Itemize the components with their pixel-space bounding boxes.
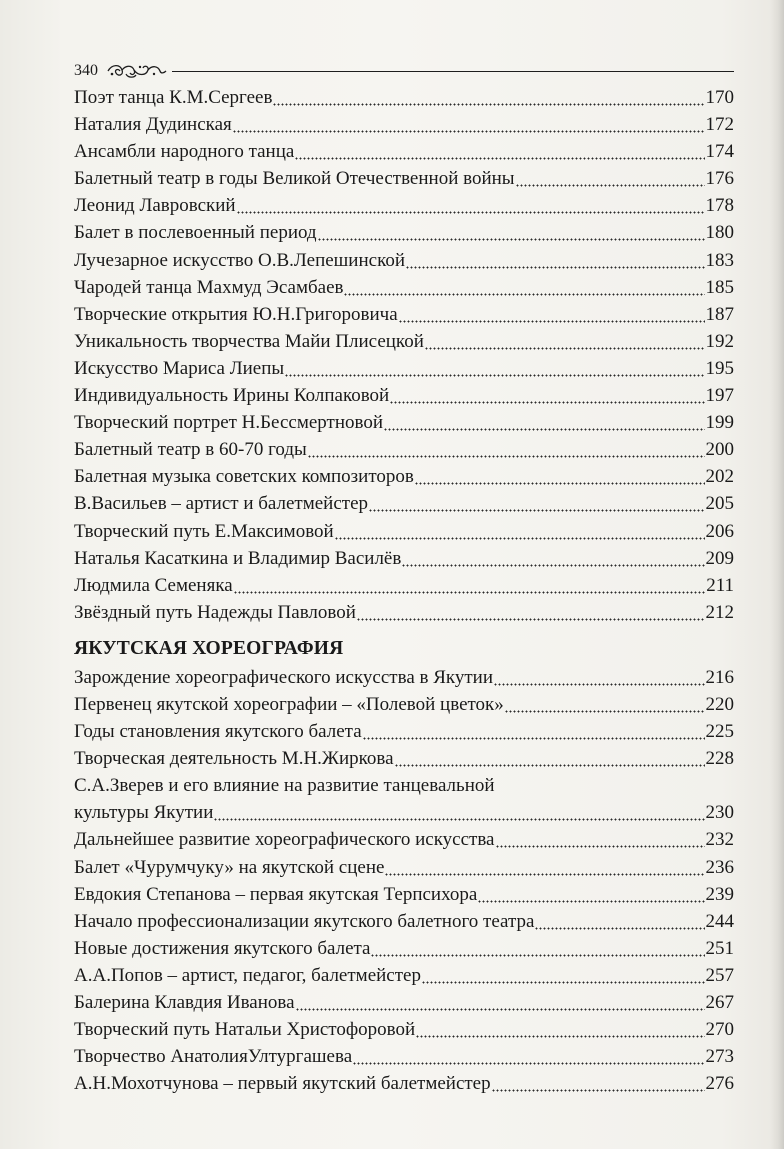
dot-leader: [402, 545, 704, 572]
dot-leader: [233, 111, 705, 138]
toc-entry-page: 276: [705, 1073, 734, 1095]
toc-entry-title: Творческие открытия Ю.Н.Григоровича: [74, 303, 398, 325]
dot-leader: [478, 881, 704, 908]
toc-entry-title: Искусство Мариса Лиепы: [74, 357, 285, 379]
toc-entry: [74, 745, 734, 772]
toc-entry-title: Годы становления якутского балета: [74, 721, 362, 743]
toc-entry-title: Леонид Лавровский: [74, 195, 236, 217]
toc-entry-page: 270: [705, 1019, 734, 1041]
toc-entry-page: 187: [705, 303, 734, 325]
dot-leader: [535, 908, 704, 935]
toc-entry-page: 170: [705, 87, 734, 108]
dot-leader: [369, 490, 704, 517]
toc-entry-title: В.Васильев – артист и балетмейстер: [74, 493, 369, 515]
toc-entry-page: 216: [705, 666, 734, 688]
toc-group-yakut: [74, 664, 734, 772]
toc-entry-page: 209: [705, 547, 734, 569]
toc-entry: [74, 328, 734, 355]
page-number: 340: [74, 62, 98, 79]
toc-entry-title: Балетная музыка советских композиторов: [74, 466, 414, 488]
toc-entry: [74, 908, 734, 935]
toc-entry: [74, 247, 734, 274]
toc-entry-page: 212: [705, 601, 734, 623]
dot-leader: [416, 1016, 704, 1043]
dot-leader: [406, 247, 705, 274]
toc-entry: [74, 881, 734, 908]
toc-entry-title: Балерина Клавдия Иванова: [74, 992, 295, 1013]
toc-entry-page: 206: [705, 520, 734, 542]
toc-entry-title: Балетный театр в 60-70 годы: [74, 439, 307, 461]
dot-leader: [516, 165, 705, 192]
toc-entry: [74, 355, 734, 382]
toc-entry-title: Творческий портрет Н.Бессмертновой: [74, 412, 384, 434]
toc-entry-page: 178: [705, 195, 734, 217]
toc-entry-page: 220: [705, 693, 734, 715]
dot-leader: [363, 718, 705, 745]
toc-entry-page: 205: [705, 493, 734, 515]
dot-leader: [318, 219, 705, 246]
dot-leader: [384, 409, 704, 436]
toc-entry-title: Уникальность творчества Майи Плисецкой: [74, 330, 424, 352]
toc-entry: [74, 826, 734, 853]
toc-entry-page: 197: [705, 385, 734, 407]
toc-entry-title: Творческий путь Натальи Христофоровой: [74, 1019, 416, 1041]
toc-entry: [74, 664, 734, 691]
section-heading: ЯКУТСКАЯ ХОРЕОГРАФИЯ: [74, 637, 344, 659]
toc-entry: [74, 490, 734, 517]
toc-entry-page: 236: [705, 856, 734, 878]
toc-entry: [74, 691, 734, 718]
dot-leader: [234, 572, 705, 599]
dot-leader: [285, 355, 704, 382]
toc-entry: [74, 274, 734, 301]
toc-entry-title: Зарождение хореографического искусства в Якутии: [74, 666, 494, 688]
toc-entry: [74, 436, 734, 463]
toc-entry: [74, 935, 734, 962]
toc-entry: [74, 572, 734, 599]
dot-leader: [505, 691, 705, 718]
toc-entry-page: 183: [705, 249, 734, 271]
toc-entry-page: 225: [705, 721, 734, 743]
toc-entry: [74, 1043, 734, 1070]
dot-leader: [425, 328, 705, 355]
toc-entry-continuation: [74, 799, 734, 826]
toc-entry-page: 199: [705, 412, 734, 434]
dot-leader: [214, 799, 704, 826]
toc-entry: [74, 718, 734, 745]
toc-group-soviet: [74, 84, 734, 626]
toc-entry: [74, 84, 734, 111]
dot-leader: [496, 826, 705, 853]
toc-entry-title: Наталья Касаткина и Владимир Василёв: [74, 547, 402, 569]
toc-entry-title: А.Н.Мохотчунова – первый якутский балетмейстер: [74, 1073, 491, 1095]
dot-leader: [415, 463, 705, 490]
toc-entry: [74, 989, 734, 1016]
toc-entry-page: 273: [705, 1046, 734, 1068]
dot-leader: [237, 192, 705, 219]
toc-entry-page: 174: [705, 141, 734, 163]
dot-leader: [296, 989, 705, 1016]
toc-entry: [74, 545, 734, 572]
toc-entry-title: Чародей танца Махмуд Эсамбаев: [74, 276, 344, 298]
dot-leader: [273, 84, 704, 111]
toc-entry: [74, 1016, 734, 1043]
toc-entry-page: 172: [705, 114, 734, 136]
toc-entry-page: 230: [705, 802, 734, 824]
toc-entry-page: 195: [705, 357, 734, 379]
toc-entry: [74, 599, 734, 626]
toc-entry-title: Начало профессионализации якутского балетного театра: [74, 910, 535, 932]
toc-entry-title: А.А.Попов – артист, педагог, балетмейстер: [74, 964, 421, 986]
floral-ornament-icon: [104, 62, 168, 80]
toc-entry-page: 244: [705, 910, 734, 932]
toc-entry-title: Евдокия Степанова – первая якутская Терпсихора: [74, 883, 478, 905]
toc-entry-page: 200: [705, 439, 734, 461]
toc-entry-title: Поэт танца К.М.Сергеев: [74, 87, 273, 108]
toc-entry-page: 228: [705, 748, 734, 770]
toc-entry-page: 176: [705, 168, 734, 190]
dot-leader: [371, 935, 704, 962]
toc-entry-title: Новые достижения якутского балета: [74, 937, 371, 959]
toc-entry: [74, 1070, 734, 1097]
dot-leader: [385, 854, 704, 881]
toc-entry-title: Творческий путь Е.Максимовой: [74, 520, 334, 542]
toc-entry-page: 257: [705, 964, 734, 986]
toc-entry: [74, 518, 734, 545]
toc-group-yakut-continued: [74, 826, 734, 1097]
dot-leader: [295, 138, 704, 165]
dot-leader: [422, 962, 705, 989]
toc-entry: [74, 382, 734, 409]
toc-entry: [74, 854, 734, 881]
page-edge-shadow: [770, 0, 784, 1149]
toc-entry: [74, 138, 734, 165]
toc-entry: [74, 962, 734, 989]
toc-entry-title: Индивидуальность Ирины Колпаковой: [74, 385, 390, 407]
toc-entry: [74, 409, 734, 436]
toc-entry-page: 185: [705, 276, 734, 298]
toc-entry-title: Балет в послевоенный период: [74, 222, 317, 244]
toc-entry-title: Лучезарное искусство О.В.Лепешинской: [74, 249, 405, 271]
dot-leader: [390, 382, 704, 409]
toc-entry-title: Ансамбли народного танца: [74, 141, 295, 163]
toc-entry-page: 211: [706, 574, 734, 596]
dot-leader: [353, 1043, 704, 1070]
dot-leader: [399, 301, 705, 328]
dot-leader: [395, 745, 705, 772]
toc-entry-page: 192: [705, 330, 734, 352]
table-of-contents: [74, 84, 734, 1097]
toc-entry-page: 239: [705, 883, 734, 905]
dot-leader: [344, 274, 704, 301]
toc-entry: [74, 165, 734, 192]
dot-leader: [308, 436, 705, 463]
toc-entry-page: 251: [705, 937, 734, 959]
toc-entry-page: 180: [705, 222, 734, 244]
toc-entry-page: 267: [705, 992, 734, 1013]
toc-entry-title: Первенец якутской хореографии – «Полевой цветок»: [74, 693, 504, 715]
toc-entry-title: Дальнейшее развитие хореографического искусства: [74, 829, 495, 851]
dot-leader: [357, 599, 705, 626]
toc-entry: [74, 463, 734, 490]
page-header: [74, 60, 734, 82]
toc-entry-page: 202: [705, 466, 734, 488]
dot-leader: [335, 518, 705, 545]
toc-entry-title: Балет «Чурумчуку» на якутской сцене: [74, 856, 385, 878]
toc-entry-title: Людмила Семеняка: [74, 574, 233, 596]
toc-entry-multiline: [74, 772, 734, 826]
toc-entry-title-line2: культуры Якутии: [74, 802, 214, 824]
toc-entry: [74, 111, 734, 138]
dot-leader: [494, 664, 704, 691]
toc-entry-title: Звёздный путь Надежды Павловой: [74, 601, 356, 623]
toc-entry-title-line1: С.А.Зверев и его влияние на развитие танцевальной: [74, 775, 495, 797]
dot-leader: [492, 1070, 705, 1097]
toc-entry: [74, 301, 734, 328]
toc-entry-title: Наталия Дудинская: [74, 114, 232, 136]
toc-entry: [74, 192, 734, 219]
toc-entry-title: Творчество АнатолияУлтургашева: [74, 1046, 353, 1068]
toc-entry: [74, 219, 734, 246]
toc-entry-title: Творческая деятельность М.Н.Жиркова: [74, 748, 394, 770]
header-rule: [172, 71, 734, 72]
toc-entry-title: Балетный театр в годы Великой Отечественной войны: [74, 168, 515, 190]
toc-entry-page: 232: [705, 829, 734, 851]
